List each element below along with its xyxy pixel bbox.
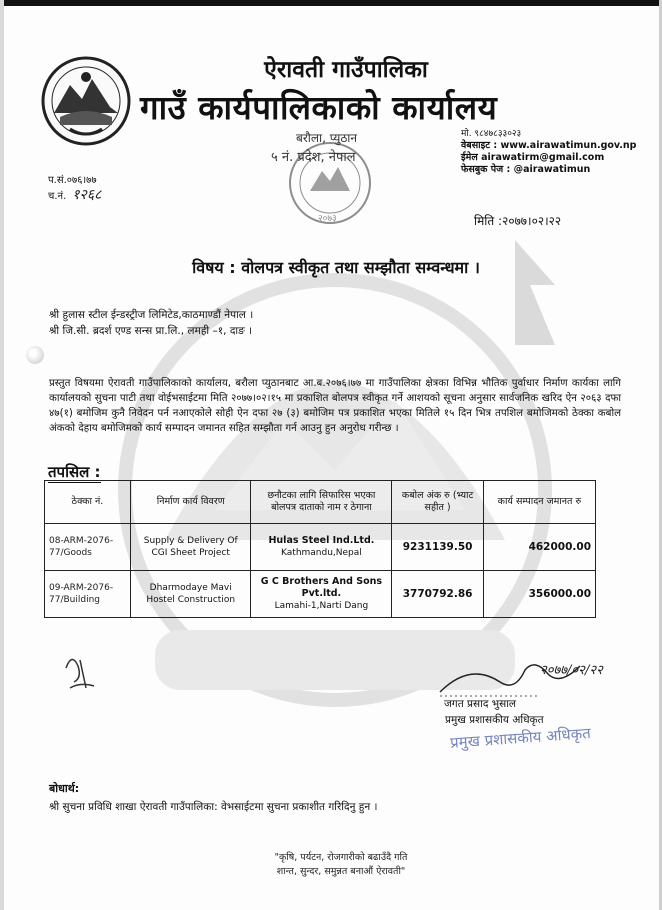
header-contract-no: ठेक्का नं. bbox=[45, 481, 131, 524]
table-row bbox=[45, 571, 596, 618]
bidder-cell bbox=[251, 524, 392, 571]
letter-body: प्रस्तुत विषयमा ऐरावती गाउँपालिकाको कार्यालय, बरौला प्युठानबाट आ.ब.२०७६।७७ मा गाउँपालिका क्षेत्रका विभिन्न भौतिक पुर्वाधार निर्माण कार्यका लागि कार्यालयको सुचना पाटी तथा वोईभसाईटमा मिति २०७७।०२।१५ मा प्रकाशित बोलपत्र स्वीकृत गर्ने आशयको सूचना अनुसार सार्वजनिक खरिद ऐन २०६३ दफा ४७(१) बमोजिम कुनै निवेदन पर्न नआएकोले सोही ऐन दफा २७ (३) बमोजिम पत्र प्रकाशित भएका मितिले १५ दिन भित्र तपशिल बमोजिमको ठेक्का कबोल अंकको देहाय बमोजिमको कार्य सम्पादन जमानत सहित सम्झौता गर्न आउनु हुन अनुरोध गरीन्छ । bbox=[49, 378, 621, 434]
scan-edge-top bbox=[0, 0, 662, 6]
table-header-row bbox=[45, 481, 596, 524]
chalani-number bbox=[48, 185, 101, 204]
municipality-name: ऐरावती गाउँपालिका bbox=[264, 57, 428, 83]
recipient-2: श्री जि.सी. ब्रदर्श एण्ड सन्स प्रा.लि., लमही –१, दाङ । bbox=[49, 325, 253, 337]
officer-name: जगत प्रसाद भुसाल bbox=[444, 698, 517, 710]
bidder-name: Hulas Steel Ind.Ltd. bbox=[268, 535, 375, 546]
slogan-line-1: "कृषि, पर्यटन, रोजगारीको बढाउँदै गति bbox=[274, 852, 408, 863]
tapsil-heading: तपसिल : bbox=[48, 463, 101, 481]
table-row bbox=[45, 524, 596, 571]
bodhartha-text: श्री सुचना प्रविधि शाखा ऐरावती गाउँपालिका: वेभसाईटमा सुचना प्रकाशीत गरिदिनु हुन । bbox=[49, 801, 378, 813]
punch-hole bbox=[26, 346, 44, 364]
header-bid-amount: कबोल अंक रु (भ्याट सहीत ) bbox=[392, 481, 483, 524]
guarantee-cell: 356000.00 bbox=[483, 571, 595, 618]
address-line-2: ५ नं. प्रदेश, नेपाल bbox=[271, 150, 356, 165]
officer-stamp: प्रमुख प्रशासकीय अधिकृत bbox=[449, 724, 592, 752]
contact-phone: मो. ९८४७८३३०२३ bbox=[461, 129, 522, 139]
bidder-name: G C Brothers And Sons Pvt.ltd. bbox=[260, 576, 383, 599]
nepal-flag-icon bbox=[510, 235, 560, 355]
bidder-cell bbox=[251, 571, 392, 618]
chalani-value: १२६८ bbox=[72, 187, 102, 203]
contact-facebook: फेसबुक पेज : @airawatimun bbox=[461, 164, 591, 175]
bodhartha-label: बोधार्थ: bbox=[49, 782, 80, 795]
header-bidder: छनौटका लागि सिफारिस भएका बोलपत्र दाताको नाम र ठेगाना bbox=[251, 481, 392, 524]
initials-signature bbox=[60, 648, 100, 692]
stamp-year: २०७३ bbox=[318, 214, 337, 224]
chalani-label: च.नं. bbox=[48, 191, 67, 202]
signature-date: २०७७/०२/२२ bbox=[540, 663, 603, 678]
header-guarantee: कार्य सम्पादन जमानत रु bbox=[483, 481, 595, 524]
office-stamp bbox=[258, 125, 378, 230]
address-line-1: बराैला, प्युठान bbox=[296, 131, 358, 145]
officer-signature bbox=[430, 652, 610, 702]
header-work: निर्माण कार्य विवरण bbox=[130, 481, 251, 524]
bidder-address: Kathmandu,Nepal bbox=[281, 548, 362, 558]
letter-date: मिति :२०७७।०२।२२ bbox=[474, 214, 562, 228]
officer-title: प्रमुख प्रशासकीय अधिकृत bbox=[445, 714, 544, 726]
office-name: गाउँ कार्यपालिकाको कार्यालय bbox=[140, 88, 498, 127]
work-cell: Dharmodaye Mavi Hostel Construction bbox=[130, 571, 251, 618]
bid-amount-cell: 9231139.50 bbox=[392, 524, 483, 571]
contract-no-cell: 09-ARM-2076-77/Building bbox=[45, 571, 131, 618]
patra-sankhya: प.सं.०७६।७७ bbox=[48, 175, 97, 186]
bidder-address: Lamahi-1,Narti Dang bbox=[274, 601, 369, 611]
slogan-line-2: शान्त, सुन्दर, समुन्नत बनाऔं ऐरावती" bbox=[276, 866, 406, 877]
contact-email: ईमेल airawatirm@gmail.com bbox=[461, 152, 605, 163]
scan-edge-left bbox=[0, 0, 4, 910]
letter-subject: विषय : वोलपत्र स्वीकृत तथा सम्झौता सम्वन्धमा । bbox=[192, 258, 480, 277]
contact-block bbox=[461, 128, 637, 176]
bid-amount-cell: 3770792.86 bbox=[392, 571, 483, 618]
recipient-1: श्री हुलास स्टील ईन्डस्ट्रीज लिमिटेड,काठमाण्डौं नेपाल । bbox=[49, 309, 254, 321]
work-cell: Supply & Delivery Of CGI Sheet Project bbox=[130, 524, 251, 571]
contract-details-table bbox=[44, 480, 596, 618]
guarantee-cell: 462000.00 bbox=[483, 524, 595, 571]
contract-no-cell: 08-ARM-2076-77/Goods bbox=[45, 524, 131, 571]
contact-website: वेबसाइट : www.airawatimun.gov.np bbox=[461, 140, 637, 151]
